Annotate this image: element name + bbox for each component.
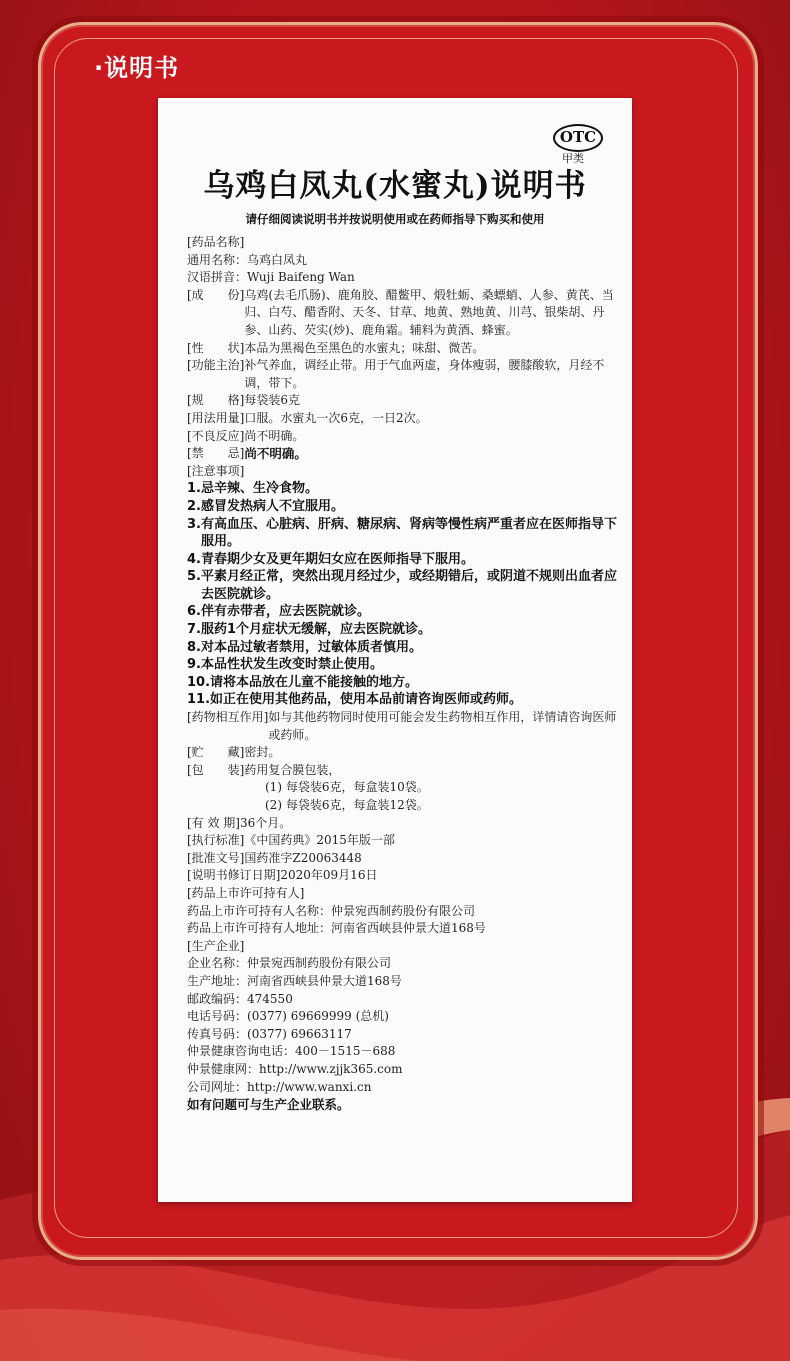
- precaution-item: 11. 如正在使用其他药品，使用本品前请咨询医师或药师。: [187, 692, 523, 708]
- company-value: 仲景宛西制药股份有限公司: [247, 956, 392, 971]
- packaging-label: [包 装]: [187, 762, 245, 777]
- ingredients-value: 乌鸡(去毛爪肠)、鹿角胶、醋鳖甲、煅牡蛎、桑螵蛸、人参、黄芪、当归、白芍、醋香附、天冬、甘草、地黄、熟地黄、川芎、银柴胡、丹参、山药、芡实(炒)、鹿角霜。辅料为黄酒、蜂蜜。: [244, 287, 614, 337]
- hotline-row: [187, 1043, 627, 1061]
- document-title: 乌鸡白凤丸(水蜜丸)说明书: [203, 168, 587, 204]
- storage-row: [187, 744, 627, 762]
- company-row: [187, 955, 627, 973]
- ingredients-row: [187, 287, 627, 340]
- precaution-item: 8. 对本品过敏者禁用，过敏体质者慎用。: [187, 639, 422, 655]
- document-body: [187, 234, 627, 1114]
- phone-row: [187, 1008, 627, 1026]
- document-subtitle: 请仔细阅读说明书并按说明使用或在药师指导下购买和使用: [245, 212, 545, 226]
- appearance-value: 本品为黑褐色至黑色的水蜜丸；味甜、微苦。: [244, 340, 485, 355]
- phone-label: 电话号码：: [187, 1009, 248, 1024]
- approval-row: [187, 850, 627, 868]
- dosage-label: [用法用量]: [187, 410, 245, 425]
- generic-name-label: 通用名称：: [187, 252, 248, 267]
- health-site-label: 仲景健康网：: [187, 1061, 260, 1076]
- interactions-value: 如与其他药物同时使用可能会发生药物相互作用，详情请咨询医师或药师。: [268, 710, 617, 742]
- interactions-label: [药物相互作用]: [187, 710, 269, 725]
- appearance-row: [187, 340, 627, 358]
- packaging-row: [187, 762, 627, 780]
- appearance-label: [性 状]: [187, 340, 245, 355]
- fax-row: [187, 1026, 627, 1044]
- interactions-row: [187, 709, 627, 744]
- section-drug-name: [药品名称]: [187, 235, 245, 249]
- precaution-item: 9. 本品性状发生改变时禁止使用。: [187, 657, 383, 673]
- holder-section-label: [药品上市许可持有人]: [187, 885, 305, 900]
- holder-name-row: [187, 903, 627, 921]
- revision-value: 2020年09月16日: [280, 868, 378, 883]
- revision-label: [说明书修订日期]: [187, 868, 281, 883]
- indications-value: 补气养血，调经止带。用于气血两虚，身体瘦弱，腰膝酸软，月经不调，带下。: [244, 358, 605, 390]
- storage-label: [贮 藏]: [187, 745, 245, 760]
- dosage-value: 口服。水蜜丸一次6克，一日2次。: [244, 410, 428, 425]
- postcode-label: 邮政编码：: [187, 991, 248, 1006]
- validity-value: 36个月。: [240, 815, 292, 830]
- phone-value: (0377) 69669999 (总机): [247, 1009, 389, 1024]
- validity-row: [187, 815, 627, 833]
- footer-note: 如有问题可与生产企业联系。: [187, 1097, 350, 1113]
- precaution-item: 10. 请将本品放在儿童不能接触的地方。: [187, 674, 419, 690]
- generic-name-value: 乌鸡白凤丸: [247, 252, 308, 267]
- holder-name-label: 药品上市许可持有人名称：: [187, 903, 332, 918]
- revision-row: [187, 867, 627, 885]
- packaging-value: 药用复合膜包装，: [244, 762, 341, 777]
- indications-label: [功能主治]: [187, 358, 245, 373]
- fax-value: (0377) 69663117: [247, 1026, 352, 1041]
- precaution-item: 3. 有高血压、心脏病、肝病、糖尿病、肾病等慢性病严重者应在医师指导下服用。: [187, 516, 617, 550]
- indications-row: [187, 357, 627, 392]
- section-title: ·说明书: [94, 54, 180, 82]
- company-site-row: [187, 1079, 627, 1097]
- address-label: 生产地址：: [187, 973, 248, 988]
- precaution-item: 2. 感冒发热病人不宜服用。: [187, 498, 344, 514]
- specification-label: [规 格]: [187, 393, 245, 408]
- postcode-value: 474550: [247, 991, 293, 1006]
- holder-name-value: 仲景宛西制药股份有限公司: [331, 903, 476, 918]
- postcode-row: [187, 991, 627, 1009]
- contraindications-label: [禁 忌]: [187, 446, 245, 461]
- precaution-item: 5. 平素月经正常，突然出现月经过少，或经期错后，或阴道不规则出血者应去医院就诊。: [187, 569, 617, 602]
- address-value: 河南省西峡县仲景大道168号: [247, 973, 402, 988]
- standard-row: [187, 832, 627, 850]
- contraindications-value: 尚不明确。: [244, 446, 307, 462]
- company-site-label: 公司网址：: [187, 1079, 248, 1094]
- otc-class: 甲类: [562, 152, 584, 165]
- specification-value: 每袋装6克: [244, 393, 301, 408]
- dosage-row: [187, 410, 627, 428]
- hotline-label: 仲景健康咨询电话：: [187, 1044, 296, 1059]
- precaution-item: 6. 伴有赤带者，应去医院就诊。: [187, 604, 370, 620]
- fax-label: 传真号码：: [187, 1026, 248, 1041]
- precaution-item: 4. 青春期少女及更年期妇女应在医师指导下服用。: [187, 551, 474, 567]
- pinyin-label: 汉语拼音：: [187, 270, 248, 285]
- approval-label: [批准文号]: [187, 850, 245, 865]
- precaution-item: 1. 忌辛辣、生冷食物。: [187, 481, 318, 497]
- adverse-label: [不良反应]: [187, 428, 245, 443]
- health-site-value: http://www.zjjk365.com: [259, 1061, 403, 1076]
- address-row: [187, 973, 627, 991]
- generic-name-row: [187, 252, 627, 270]
- company-site-value: http://www.wanxi.cn: [247, 1079, 372, 1094]
- hotline-value: 400－1515－688: [295, 1044, 396, 1059]
- adverse-row: [187, 428, 627, 446]
- specification-row: [187, 392, 627, 410]
- holder-address-value: 河南省西峡县仲景大道168号: [331, 921, 486, 936]
- storage-value: 密封。: [244, 745, 281, 760]
- packaging-option-2: (2) 每袋装6克，每盒装12袋。: [265, 798, 429, 812]
- precaution-item: 7. 服药1个月症状无缓解，应去医院就诊。: [187, 622, 432, 638]
- approval-value: 国药准字Z20063448: [244, 850, 362, 865]
- otc-badge: OTC: [553, 124, 603, 152]
- company-label: 企业名称：: [187, 956, 248, 971]
- contraindications-row: [187, 445, 627, 463]
- adverse-value: 尚不明确。: [244, 428, 305, 443]
- packaging-option-1: (1) 每袋装6克，每盒装10袋。: [265, 780, 429, 795]
- pinyin-value: Wuji Baifeng Wan: [247, 270, 355, 285]
- health-site-row: [187, 1061, 627, 1079]
- holder-address-row: [187, 920, 627, 938]
- standard-label: [执行标准]: [187, 833, 245, 848]
- manufacturer-section-label: [生产企业]: [187, 938, 245, 953]
- ingredients-label: [成 份]: [187, 287, 245, 302]
- precautions-label: [注意事项]: [187, 463, 245, 478]
- holder-address-label: 药品上市许可持有人地址：: [187, 921, 332, 936]
- validity-label: [有 效 期]: [187, 815, 240, 830]
- standard-value: 《中国药典》2015年版一部: [244, 833, 395, 848]
- pinyin-row: [187, 269, 627, 287]
